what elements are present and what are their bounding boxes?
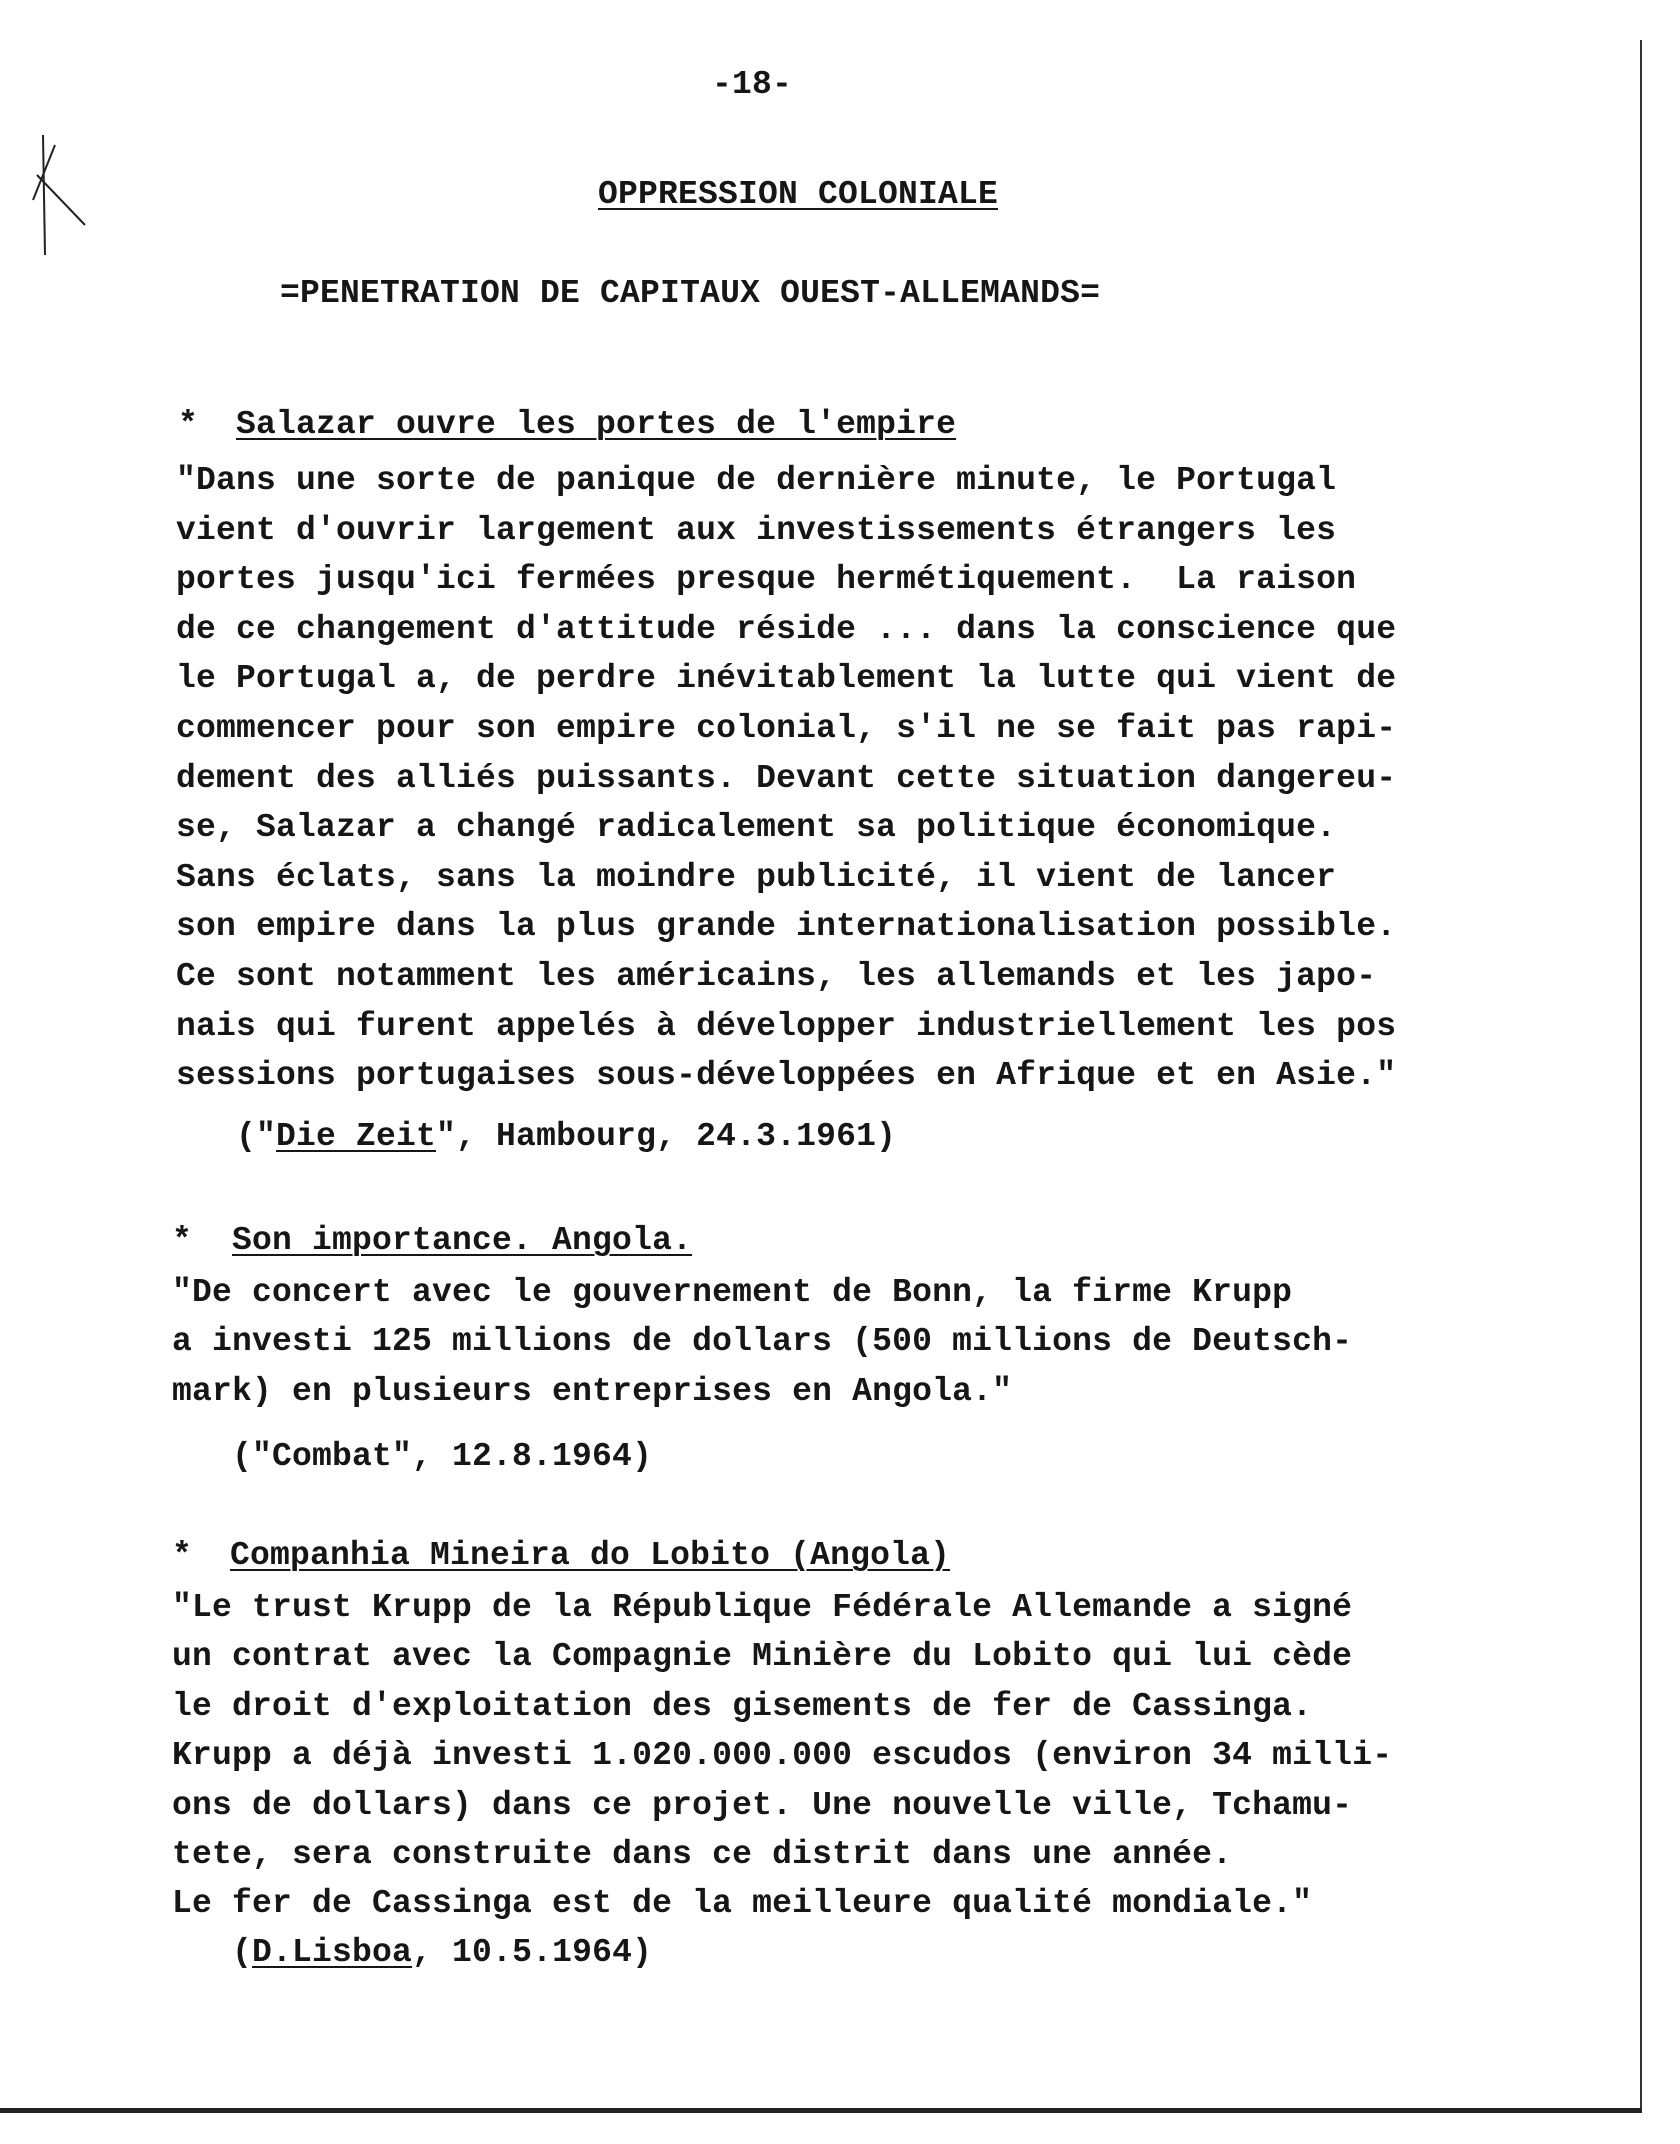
- citation-open: (: [232, 1934, 253, 1971]
- body-line: son empire dans la plus grande internationalisation possible.: [176, 908, 1397, 946]
- body-line: commencer pour son empire colonial, s'il ne se fait pas rapi-: [176, 710, 1397, 747]
- bullet: *: [172, 1537, 193, 1574]
- body-line: Ce sont notamment les américains, les allemands et les japo-: [176, 958, 1377, 995]
- section-heading: Son importance. Angola.: [232, 1222, 693, 1259]
- body-line: mark) en plusieurs entreprises en Angola.": [172, 1372, 1013, 1410]
- section-heading: Companhia Mineira do Lobito (Angola): [230, 1537, 951, 1574]
- body-line: sessions portugaises sous-développées en Afrique et en Asie.": [176, 1057, 1397, 1095]
- body-line: vient d'ouvrir largement aux investissements étrangers les: [176, 511, 1337, 549]
- body-line: portes jusqu'ici fermées presque hermétiquement. La raison: [176, 561, 1357, 599]
- citation: [232, 1934, 652, 1971]
- body-line: tete, sera construite dans ce distrit dans une année.: [172, 1836, 1233, 1873]
- body-line: nais qui furent appelés à développer industriellement les pos: [176, 1007, 1397, 1045]
- page-edge-bottom: [0, 2108, 1642, 2113]
- body-line: un contrat avec la Compagnie Minière du Lobito qui lui cède: [172, 1638, 1353, 1676]
- body-line: dement des alliés puissants. Devant cette situation dangereu-: [176, 759, 1397, 797]
- body-line: "Le trust Krupp de la République Fédérale Allemande a signé: [172, 1589, 1353, 1626]
- body-line: Krupp a déjà investi 1.020.000.000 escudos (environ 34 milli-: [172, 1737, 1393, 1775]
- page-edge-right: [1640, 40, 1642, 2110]
- section-heading: Salazar ouvre les portes de l'empire: [236, 406, 957, 443]
- page-title: OPPRESSION COLONIALE: [598, 176, 999, 213]
- body-line: a investi 125 millions de dollars (500 millions de Deutsch-: [172, 1323, 1353, 1361]
- citation: [236, 1118, 896, 1155]
- body-line: se, Salazar a changé radicalement sa politique économique.: [176, 809, 1337, 847]
- citation-open: (": [236, 1118, 277, 1155]
- handwritten-cross-mark-icon: [25, 130, 95, 260]
- body-line: "Dans une sorte de panique de dernière minute, le Portugal: [176, 462, 1337, 499]
- page-subtitle: =PENETRATION DE CAPITAUX OUEST-ALLEMANDS=: [280, 275, 1101, 312]
- bullet: *: [178, 406, 199, 443]
- citation-rest: ", Hambourg, 24.3.1961): [436, 1118, 897, 1155]
- page-number: -18-: [712, 66, 793, 103]
- body-line: de ce changement d'attitude réside ... dans la conscience que: [176, 610, 1397, 648]
- citation-rest: , 10.5.1964): [412, 1934, 653, 1971]
- citation: ("Combat", 12.8.1964): [232, 1438, 653, 1475]
- citation-source: D.Lisboa: [252, 1934, 413, 1971]
- body-line: Sans éclats, sans la moindre publicité, il vient de lancer: [176, 858, 1337, 896]
- body-line: le Portugal a, de perdre inévitablement la lutte qui vient de: [176, 660, 1397, 698]
- citation-source: Die Zeit: [276, 1118, 437, 1155]
- body-line: le droit d'exploitation des gisements de fer de Cassinga.: [172, 1687, 1313, 1725]
- body-line: ons de dollars) dans ce projet. Une nouvelle ville, Tchamu-: [172, 1786, 1353, 1824]
- bullet: *: [172, 1222, 193, 1259]
- body-line: "De concert avec le gouvernement de Bonn, la firme Krupp: [172, 1274, 1293, 1311]
- body-line: Le fer de Cassinga est de la meilleure qualité mondiale.": [172, 1885, 1313, 1923]
